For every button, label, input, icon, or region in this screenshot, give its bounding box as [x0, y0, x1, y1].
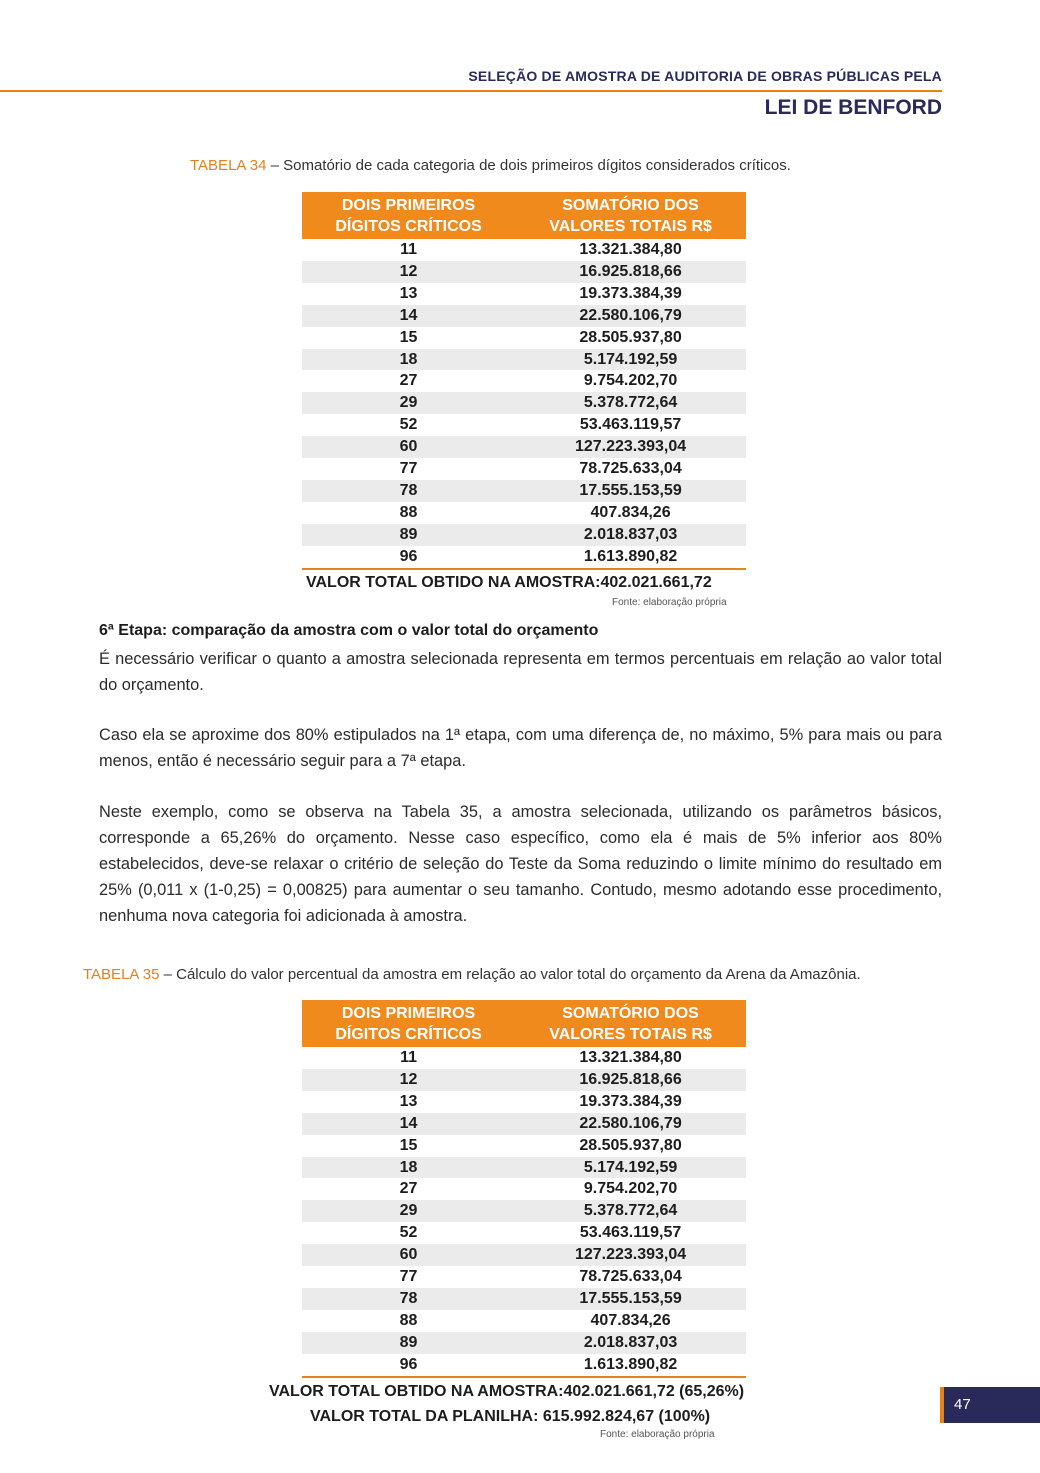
digits-cell: 29: [302, 1200, 515, 1222]
page-number: 47: [954, 1396, 971, 1413]
paragraph-2: Caso ela se aproxime dos 80% estipulados na 1ª etapa, com uma diferença de, no máximo, 5% para mais ou para menos, então é necessário seguir para a 7ª etapa.: [99, 726, 942, 770]
table-row: [302, 1222, 746, 1244]
digits-cell: 88: [399, 1311, 418, 1329]
table35-col-sum-line2: VALORES TOTAIS R$: [549, 1026, 712, 1043]
digits-cell: 88: [399, 503, 418, 521]
table-row: [302, 1288, 746, 1310]
digits-cell: 77: [399, 1268, 418, 1286]
table-row: [302, 370, 746, 392]
sum-cell: 16.925.818,66: [515, 1069, 746, 1091]
table35-total-spreadsheet: VALOR TOTAL DA PLANILHA: 615.992.824,67 (100%): [310, 1408, 711, 1425]
table-row: [302, 524, 746, 546]
page-number-box: [940, 1387, 1040, 1423]
table-row: [302, 414, 746, 436]
table34-col-sum: [515, 192, 746, 239]
table-row: [302, 1354, 746, 1377]
sum-cell: 127.223.393,04: [515, 436, 746, 458]
sum-cell: 2.018.837,03: [515, 1332, 746, 1354]
header-title-line2: LEI DE BENFORD: [764, 96, 942, 119]
digits-cell: 89: [302, 1332, 515, 1354]
table-row: [302, 327, 746, 349]
table-row: [302, 392, 746, 414]
table35-caption-text: – Cálculo do valor percentual da amostra em relação ao valor total do orçamento da Arena da Amazônia.: [159, 966, 861, 983]
sum-cell: 17.555.153,59: [515, 480, 746, 502]
sum-cell: 9.754.202,70: [583, 1180, 678, 1198]
table-row: [302, 283, 746, 305]
digits-cell: 78: [302, 1288, 515, 1310]
table34-source: Fonte: elaboração própria: [612, 597, 727, 608]
digits-cell: 11: [400, 241, 418, 258]
digits-cell: 29: [302, 392, 515, 414]
table-row: [302, 480, 746, 502]
digits-cell: 15: [399, 328, 418, 346]
digits-cell: 18: [302, 349, 515, 371]
table34-col-digits-line1: DOIS PRIMEIROS: [341, 197, 476, 214]
sum-cell: 53.463.119,57: [579, 416, 682, 434]
digits-cell: 78: [302, 480, 515, 502]
digits-cell: 13: [399, 1092, 418, 1110]
sum-cell: 5.378.772,64: [515, 392, 746, 414]
digits-cell: 18: [302, 1157, 515, 1179]
table35-col-sum-line1: SOMATÓRIO DOS: [562, 1005, 699, 1022]
table35-col-digits-line2: DÍGITOS CRÍTICOS: [335, 1026, 482, 1043]
table35-caption: [83, 966, 861, 983]
table-row: [302, 1244, 746, 1266]
digits-cell: 77: [399, 460, 418, 478]
digits-cell: 13: [399, 284, 418, 302]
table-row: [302, 1310, 746, 1332]
sum-cell: 5.174.192,59: [515, 349, 746, 371]
table-row: [302, 1157, 746, 1179]
digits-cell: 12: [302, 1069, 515, 1091]
table34-header-row: [302, 192, 746, 239]
sum-cell: 407.834,26: [590, 503, 671, 521]
sum-cell: 22.580.106,79: [515, 305, 746, 327]
table34-caption: [190, 157, 791, 174]
sum-cell: 53.463.119,57: [579, 1224, 682, 1242]
table34: [302, 192, 746, 570]
sum-cell: 1.613.890,82: [515, 546, 746, 569]
table-row: [302, 502, 746, 524]
table-row: [302, 305, 746, 327]
table-row: [302, 1047, 746, 1069]
paragraph-1: É necessário verificar o quanto a amostra selecionada representa em termos percentuais em relação ao valor total do orçamento.: [99, 650, 942, 694]
table35-header-row: [302, 1000, 746, 1047]
sum-cell: 28.505.937,80: [579, 1136, 682, 1154]
table34-col-sum-line1: SOMATÓRIO DOS: [562, 197, 699, 214]
sum-cell: 2.018.837,03: [515, 524, 746, 546]
sum-cell: 16.925.818,66: [515, 261, 746, 283]
table35: [302, 1000, 746, 1378]
digits-cell: 27: [399, 372, 418, 390]
table-row: [302, 436, 746, 458]
digits-cell: 96: [302, 1354, 515, 1377]
sum-cell: 19.373.384,39: [579, 284, 682, 302]
sum-cell: 13.321.384,80: [579, 241, 682, 258]
sum-cell: 19.373.384,39: [579, 1092, 682, 1110]
table-row: [302, 1113, 746, 1135]
table-row: [302, 1178, 746, 1200]
digits-cell: 14: [302, 305, 515, 327]
page-number-accent: [940, 1387, 944, 1423]
digits-cell: 15: [399, 1136, 418, 1154]
table34-total: VALOR TOTAL OBTIDO NA AMOSTRA:402.021.661,72: [306, 574, 712, 591]
header-rule: [0, 90, 942, 92]
table34-col-digits-line2: DÍGITOS CRÍTICOS: [335, 218, 482, 235]
table-row: [302, 546, 746, 569]
sum-cell: 1.613.890,82: [515, 1354, 746, 1377]
table-row: [302, 458, 746, 480]
paragraph-3: Neste exemplo, como se observa na Tabela 35, a amostra selecionada, utilizando os parâmetros básicos, corresponde a 65,26% do orçamento. Nesse caso específico, como ela é mais de 5% inferior aos 80% estabelecidos, deve-se relaxar o critério de seleção do Teste da Soma reduzindo o limite mínimo do resultado em 25% (0,011 x (1-0,25) = 0,00825) para aumentar o seu tamanho. Contudo, mesmo adotando esse procedimento, nenhuma nova categoria foi adicionada à amostra.: [99, 803, 942, 925]
table35-col-digits: [302, 1000, 515, 1047]
table-row: [302, 1200, 746, 1222]
digits-cell: 52: [399, 1224, 418, 1242]
digits-cell: 11: [400, 1049, 418, 1066]
sum-cell: 17.555.153,59: [515, 1288, 746, 1310]
table35-source: Fonte: elaboração própria: [600, 1429, 715, 1440]
header-title-line1: SELEÇÃO DE AMOSTRA DE AUDITORIA DE OBRAS PÚBLICAS PELA: [468, 68, 942, 84]
digits-cell: 96: [302, 546, 515, 569]
sum-cell: 5.378.772,64: [515, 1200, 746, 1222]
sum-cell: 407.834,26: [590, 1311, 671, 1329]
table-row: [302, 1091, 746, 1113]
digits-cell: 60: [302, 436, 515, 458]
table-row: [302, 1266, 746, 1288]
sum-cell: 78.725.633,04: [579, 1268, 682, 1286]
table-row: [302, 239, 746, 261]
table35-total-sample: VALOR TOTAL OBTIDO NA AMOSTRA:402.021.661,72 (65,26%): [269, 1383, 745, 1400]
sum-cell: 28.505.937,80: [579, 328, 682, 346]
digits-cell: 89: [302, 524, 515, 546]
section-title: 6ª Etapa: comparação da amostra com o valor total do orçamento: [99, 622, 599, 639]
digits-cell: 60: [302, 1244, 515, 1266]
digits-cell: 52: [399, 416, 418, 434]
table35-col-sum: [515, 1000, 746, 1047]
sum-cell: 127.223.393,04: [515, 1244, 746, 1266]
table34-caption-text: – Somatório de cada categoria de dois primeiros dígitos considerados críticos.: [266, 157, 791, 174]
sum-cell: 5.174.192,59: [515, 1157, 746, 1179]
table-row: [302, 261, 746, 283]
sum-cell: 9.754.202,70: [583, 372, 678, 390]
table35-label: TABELA 35: [83, 966, 160, 983]
table34-col-sum-line2: VALORES TOTAIS R$: [549, 218, 712, 235]
digits-cell: 12: [302, 261, 515, 283]
table34-col-digits: [302, 192, 515, 239]
digits-cell: 27: [399, 1180, 418, 1198]
sum-cell: 78.725.633,04: [579, 460, 682, 478]
table35-col-digits-line1: DOIS PRIMEIROS: [341, 1005, 476, 1022]
digits-cell: 14: [302, 1113, 515, 1135]
table-row: [302, 1069, 746, 1091]
table-row: [302, 1135, 746, 1157]
table-row: [302, 349, 746, 371]
sum-cell: 22.580.106,79: [515, 1113, 746, 1135]
sum-cell: 13.321.384,80: [579, 1049, 682, 1066]
table-row: [302, 1332, 746, 1354]
table34-label: TABELA 34: [190, 157, 267, 174]
